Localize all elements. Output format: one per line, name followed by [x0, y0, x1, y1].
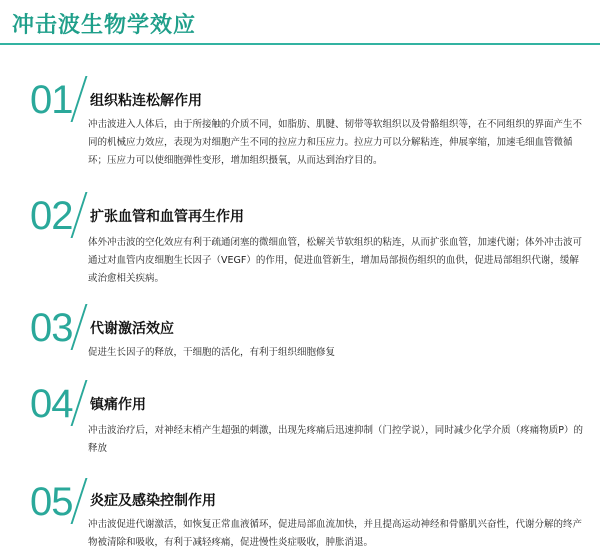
section-heading: 代谢激活效应 [90, 321, 174, 337]
section-heading: 组织粘连松解作用 [90, 93, 202, 109]
page-title: 冲击波生物学效应 [12, 13, 197, 38]
section-body: 冲击波进入人体后，由于所接触的介质不同，如脂肪、肌腱、韧带等软组织以及骨骼组织等，在不同组织的界面产生不同的机械应力效应，表现为对细胞产生不同的拉应力和压应力。拉应力可以分解粘连，伸展挛缩，加速毛细血管微循环；压应力可以使细胞弹性变形，增加组织摄氧，从而达到治疗目的。 [88, 119, 583, 166]
slash-divider-icon [71, 478, 88, 524]
section-body: 冲击波促进代谢激活，如恢复正常血液循环，促进局部血流加快，并且提高运动神经和骨骼肌兴奋性，代谢分解的终产物被清除和吸收，有利于减轻疼痛，促进慢性炎症吸收，肿胀消退。 [88, 519, 583, 548]
section-number: 05 [30, 480, 73, 524]
section-number: 04 [30, 382, 73, 426]
section-heading: 炎症及感染控制作用 [90, 493, 216, 509]
section-body: 体外冲击波的空化效应有利于疏通闭塞的微细血管，松解关节软组织的粘连，从而扩张血管，加速代谢；体外冲击波可通过对血管内皮细胞生长因子（VEGF）的作用，促进血管新生，增加局部损伤组织的血供，促进局部组织代谢，缓解或治愈相关疾病。 [88, 237, 583, 284]
section-body: 冲击波治疗后，对神经末梢产生超强的刺激，出现先疼痛后迅速抑制（门控学说），同时减少化学介质（疼痛物质P）的释放 [88, 425, 583, 454]
slash-divider-icon [71, 380, 88, 426]
section-number: 02 [30, 194, 73, 238]
slash-divider-icon [71, 304, 88, 350]
section-number: 01 [30, 78, 73, 122]
section-body: 促进生长因子的释放，干细胞的活化，有利于组织细胞修复 [88, 347, 336, 358]
section-heading: 镇痛作用 [90, 397, 146, 413]
title-divider [0, 43, 600, 45]
section-number: 03 [30, 306, 73, 350]
slash-divider-icon [71, 192, 88, 238]
slash-divider-icon [71, 76, 88, 122]
section-heading: 扩张血管和血管再生作用 [90, 209, 244, 225]
